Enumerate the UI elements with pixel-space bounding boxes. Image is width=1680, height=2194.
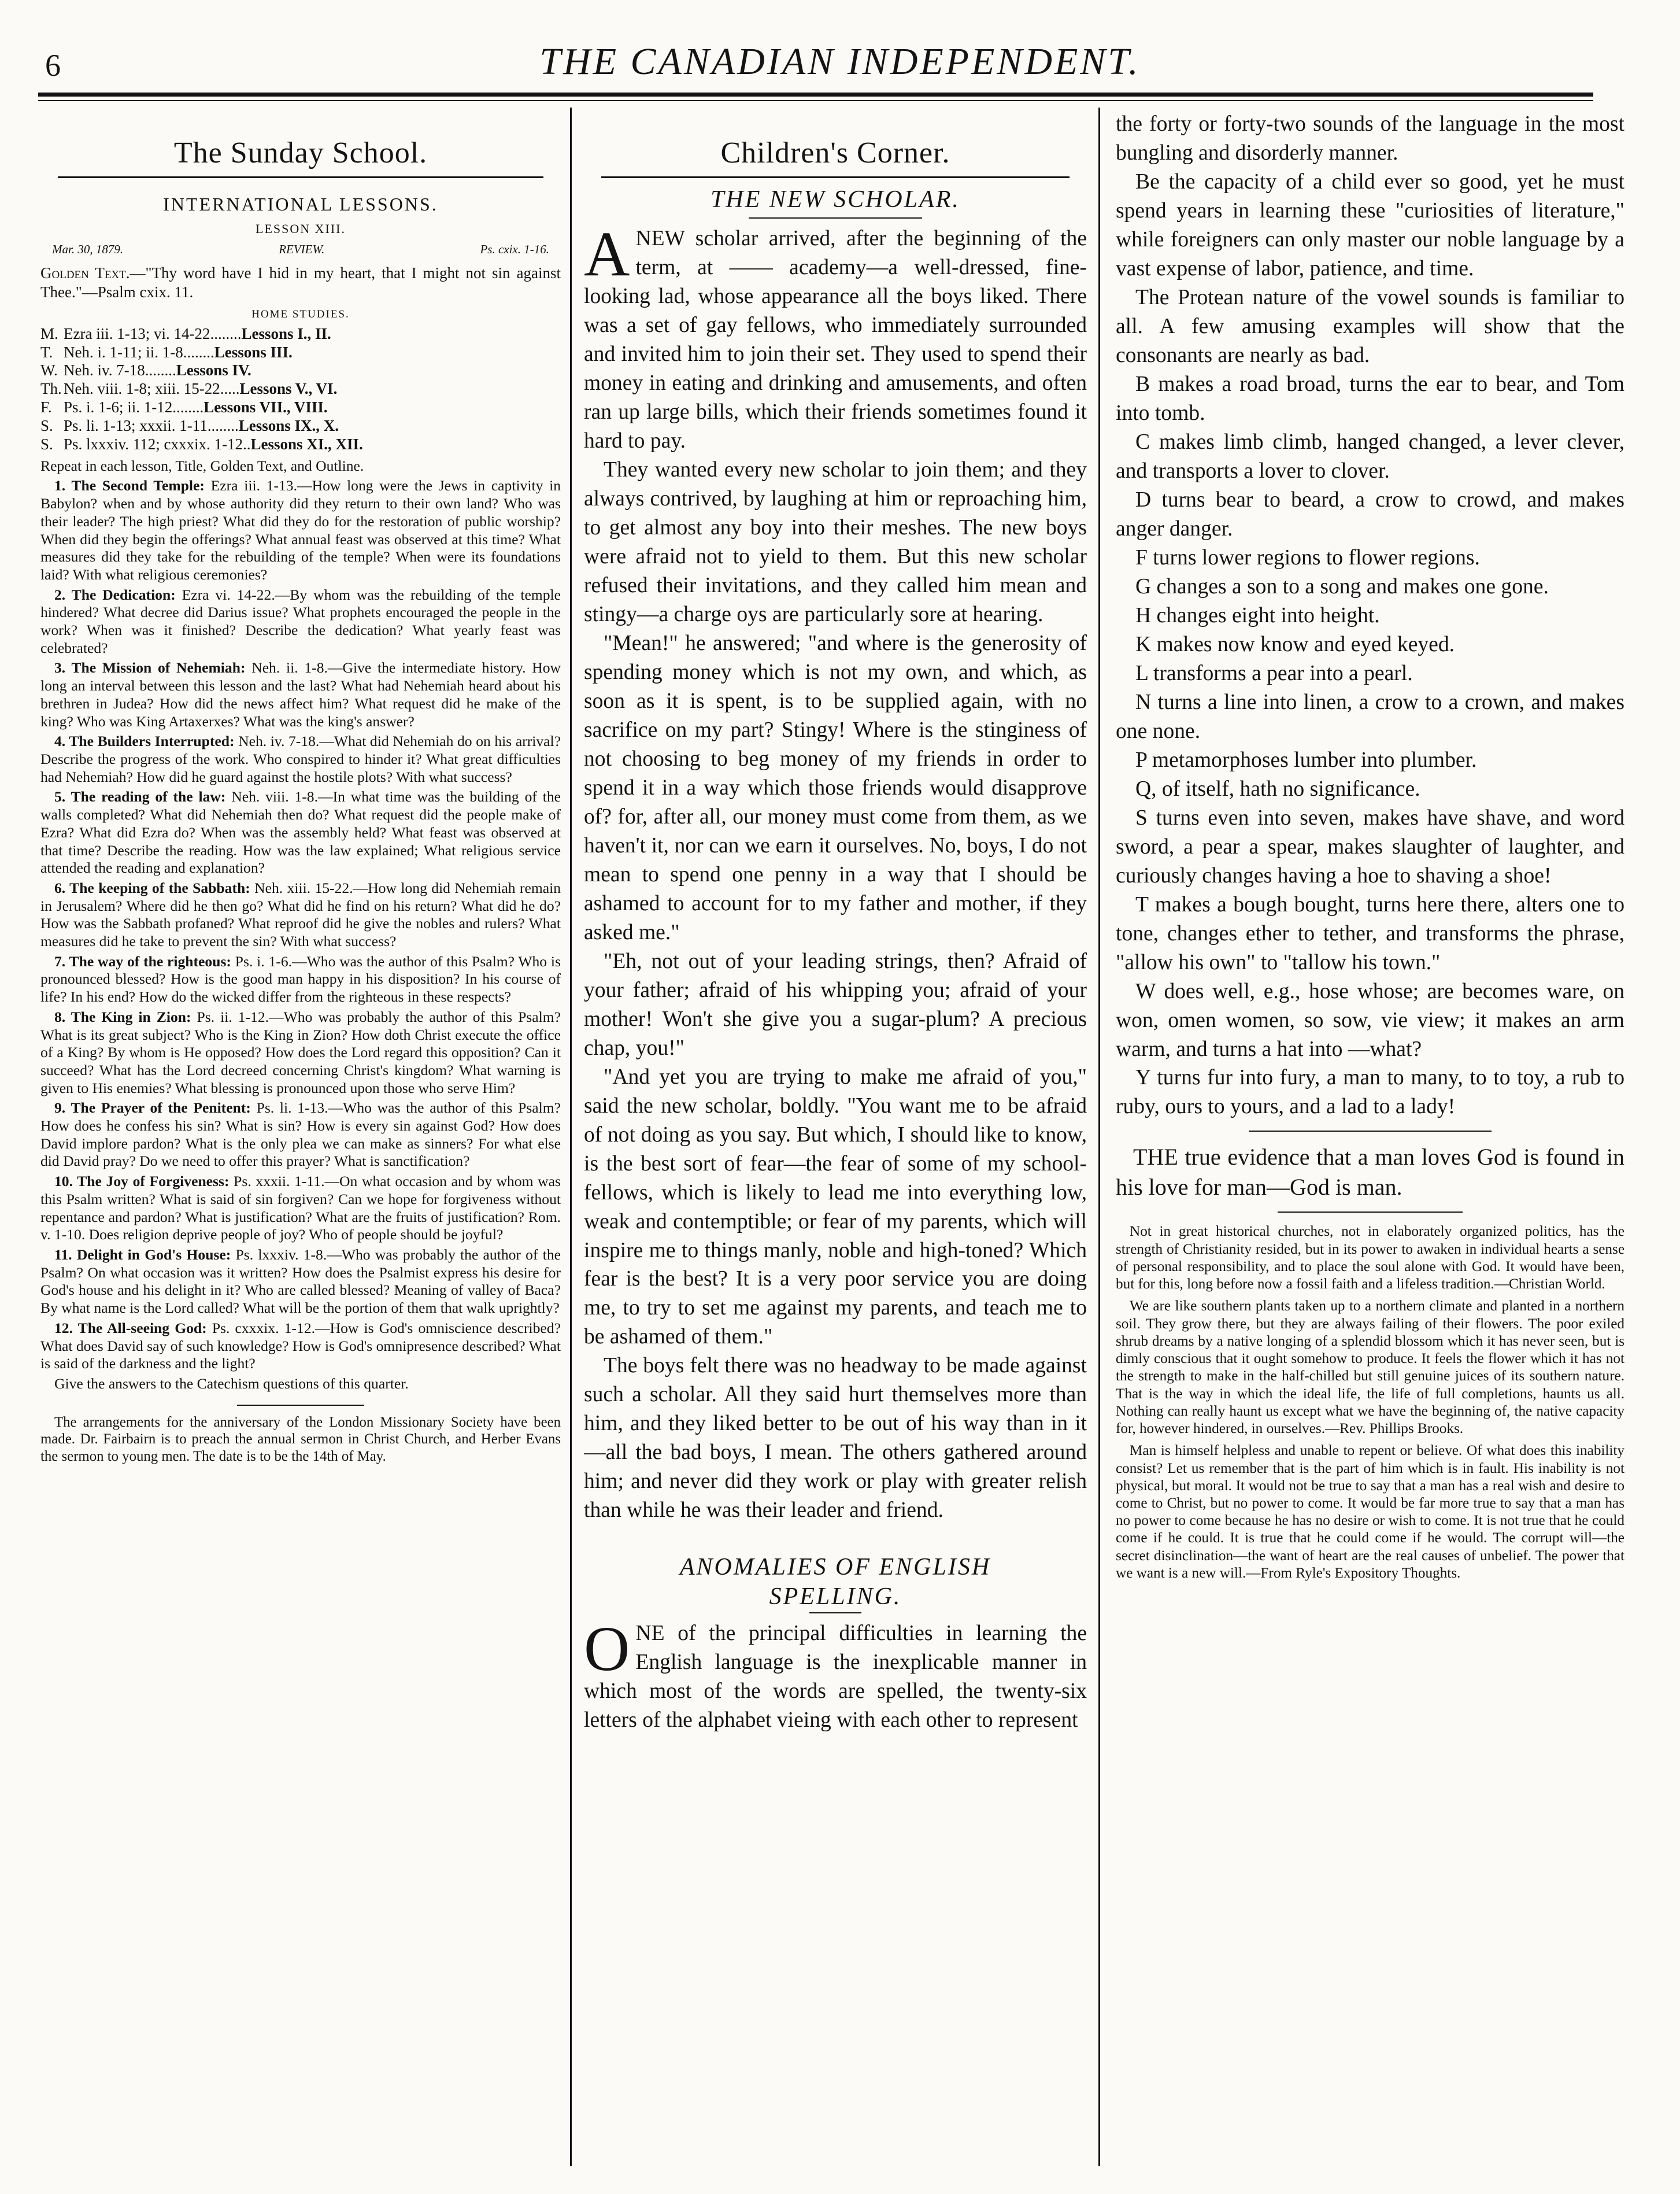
lesson-outline-item: 2. The Dedication: Ezra vi. 14-22.—By whom was the rebuilding of the temple hindered? What decree did Darius issue? What prophets encouraged the people in the work? When was it finished? Describe the dedication? What yearly feast was celebrated? (40, 586, 561, 656)
spelling-example: K makes now know and eyed keyed. (1135, 632, 1455, 656)
masthead-title: THE CANADIAN INDEPENDENT. (539, 40, 1141, 83)
home-study-row: T. Neh. i. 1-11; ii. 1-8........Lessons III. (40, 343, 293, 361)
story-paragraph: "Eh, not out of your leading strings, then? Afraid of your father; afraid of his whipping you; afraid of your mother! Won't she give you a sugar-plum? A precious chap, you!" (584, 949, 1087, 1060)
evidence-paragraph: THE true evidence that a man loves God is found in his love for man—God is man. (1116, 1144, 1625, 1201)
anomalies-paragraph: ONE of the principal difficulties in learning the English language is the inexplicable manner in which most of the words are spelled, the twenty-six letters of the alphabet vieing with each other to represent (584, 1613, 1087, 1733)
lesson-review: REVIEW. (279, 242, 325, 256)
lesson-outline-item: 12. The All-seeing God: Ps. cxxxix. 1-12.—How is God's omniscience described? What does David say of such knowledge? How is God's omnipresence described? What is said of the darkness and the light? (40, 1319, 561, 1372)
home-studies-list (40, 325, 561, 454)
lesson-outline-item: 5. The reading of the law: Neh. viii. 1-8.—In what time was the building of the walls completed? What did Nehemiah then do? What request did the people make of Ezra? What did Ezra do? When was the assembly held? What feast was observed at that time? Describe the reading. How was the law explained; What religious service attended the reading and explanation? (40, 788, 561, 877)
lesson-outline-item: 4. The Builders Interrupted: Neh. iv. 7-18.—What did Nehemiah do on his arrival? Describe the progress of the work. Who conspired to hinder it? What great difficulties had Nehemiah? How did he guard against the hostile plots? With what success? (40, 733, 561, 785)
golden-text (40, 264, 561, 301)
spelling-example: F turns lower regions to flower regions. (1135, 545, 1480, 570)
spelling-example: C makes limb climb, hanged changed, a lever clever, and transports a lover to clover. (1116, 430, 1625, 483)
spelling-example: Q, of itself, hath no significance. (1135, 777, 1420, 801)
anomalies-paragraph: Be the capacity of a child ever so good, yet he must spend years in learning these "curiosities of literature," while foreigners can only master our noble language by a vast expense of labor, patience, and time. (1116, 169, 1625, 280)
lesson-outline-item: 1. The Second Temple: Ezra iii. 1-13.—How long were the Jews in captivity in Babylon? when and by whose authority did they return to their own land? Who was their leader? The high priest? What did they do for the restoration of public worship? When did they begin the offerings? What annual feast was observed at this time? What measures did they take for the rebuilding of the temple? When were its foundations laid? With what religious ceremonies? (40, 477, 561, 583)
column-childrens-corner (584, 110, 1087, 2169)
quotation-note: We are like southern plants taken up to a northern climate and planted in a northern soil. They grow there, but they are always failing of their flowers. The poor exiled shrub dreams by a native longing of a splendid blossom which it has never seen, but is dimly conscious that it ought somehow to produce. It feels the flower which it has not the strength to make in the half-chilled but still genuine juices of its southern nature. That is the way in which the ideal life, the life of full completions, haunts us all. Nothing can really haunt us except what we have the beginning of, the native capacity for, however hindered, in ourselves.—Rev. Phillips Brooks. (1116, 1298, 1625, 1437)
quotation-note: Man is himself helpless and unable to repent or believe. Of what does this inability consist? Let us remember that is the part of him which is in fault. His inability is not physical, but moral. It would not be true to say that a man has a real wish and desire to come to Christ, but no power to come. It would be far more true to say that a man has no power to come because he has no desire or wish to come. It is not true that he could come if he could. It is true that he could come if he would. The corrupt will—the secret disinclination—the want of heart are the real causes of unbelief. The power that we want is a new will.—From Ryle's Expository Thoughts. (1116, 1443, 1625, 1581)
spelling-example: G changes a son to a song and makes one gone. (1135, 574, 1549, 599)
masthead-rule (38, 93, 1593, 97)
lesson-outline-list (40, 477, 561, 1372)
column-divider-2 (1098, 108, 1100, 2166)
home-study-row: S. Ps. li. 1-13; xxxii. 1-11........Lessons IX., X. (40, 417, 339, 435)
spelling-example: L transforms a pear into a pearl. (1135, 661, 1413, 685)
lesson-outline-item: 7. The way of the righteous: Ps. i. 1-6.—Who was the author of this Psalm? Who is pronounced blessed? How is the good man happy in his disposition? In his course of life? In his end? How do the wicked differ from the righteous in these respects? (40, 952, 561, 1006)
anomalies-paragraph: The Protean nature of the vowel sounds is familiar to all. A few amusing examples will show that the consonants are nearly as bad. (1116, 285, 1625, 367)
page-number: 6 (45, 48, 61, 83)
international-lessons-heading: INTERNATIONAL LESSONS. (163, 194, 438, 215)
golden-text-label: Golden Text. (40, 264, 130, 282)
spelling-example: D turns bear to beard, a crow to crowd, and makes anger danger. (1116, 487, 1625, 541)
story-paragraph: "Mean!" he answered; "and where is the generosity of spending money which is not my own, and which, as soon as it is spent, is to be supplied again, with no sacrifice on my part? Stingy! Where is the stinginess of not choosing to beg money of my friends in order to spend it in a way which those friends would disapprove of? for, after all, our money must come from them, as we haven't it, nor can we earn it ourselves. No, boys, I do not mean to spend one penny in a way that I should be ashamed to account for to my father and mother, if they asked me." (584, 631, 1087, 944)
home-study-row: F. Ps. i. 1-6; ii. 1-12........Lessons VII., VIII. (40, 398, 328, 416)
story-paragraph: The boys felt there was no headway to be made against such a scholar. All they said hurt themselves more than him, and they liked better to be out of his way than in it—all the bad boys, I mean. The others gathered around him; and never did they work or play with greater relish than while he was their leader and friend. (584, 1354, 1087, 1523)
section-heading-childrens-corner: Children's Corner. (720, 136, 950, 169)
divider-rule (1278, 1211, 1463, 1213)
story-paragraph: A NEW scholar arrived, after the beginning of the term, at —— academy—a well-dressed, fine-looking lad, whose appearance all the boys liked. There was a set of gay fellows, who immediately surrounded and invited him to join their set. They used to spend their money in eating and drinking and amusements, and often ran up large bills, which their friends sometimes found it hard to pay. (584, 219, 1087, 453)
drop-cap: A (584, 219, 630, 290)
lesson-meta (52, 242, 549, 257)
lesson-date: Mar. 30, 1879. (52, 242, 124, 256)
lesson-outline-item: 6. The keeping of the Sabbath: Neh. xiii. 15-22.—How long did Nehemiah remain in Jerusalem? Where did he then go? What did he find on his return? What did he do? How was the Sabbath profaned? What reproof did he give the nobles and rulers? What measures did he take to prevent the sin? With what success? (40, 879, 561, 950)
divider-rule (237, 1405, 364, 1406)
home-study-row: Th. Neh. viii. 1-8; xiii. 15-22.....Lessons V., VI. (40, 380, 338, 398)
home-study-row: M. Ezra iii. 1-13; vi. 14-22........Lessons I., II. (40, 324, 331, 342)
lesson-outline-item: 8. The King in Zion: Ps. ii. 1-12.—Who was probably the author of this Psalm? What is its great subject? Who is the King in Zion? How doth Christ execute the office of a King? By whom is He opposed? How does the Lord regard this opposition? Can it succeed? What has the Lord decreed concerning Christ's kingdom? What warning is given to His enemies? What blessing is pronounced upon those who serve Him? (40, 1008, 561, 1096)
home-study-row: S. Ps. lxxxiv. 112; cxxxix. 1-12..Lessons XI., XII. (40, 435, 363, 453)
home-study-row: W. Neh. iv. 7-18........Lessons IV. (40, 361, 251, 379)
column-divider-1 (570, 108, 572, 2166)
spelling-example: W does well, e.g., hose whose; are becomes ware, on won, omen women, so sow, vie view; it makes an arm warm, and turns a hat into —what? (1116, 979, 1625, 1061)
spelling-example: Y turns fur into fury, a man to many, to to toy, a rub to ruby, ours to yours, and a lad to a lady! (1116, 1066, 1625, 1119)
spelling-example: P metamorphoses lumber into plumber. (1135, 748, 1477, 772)
lesson-number: LESSON XIII. (256, 221, 346, 236)
drop-cap: O (584, 1613, 630, 1685)
spelling-example: S turns even into seven, makes have shave, and word sword, a pear a spear, makes slaughter of laughter, and curiously changes having a hoe to shaving a shoe! (1116, 806, 1625, 888)
spelling-example: B makes a road broad, turns the ear to bear, and Tom into tomb. (1116, 372, 1625, 425)
lesson-outline-item: 11. Delight in God's House: Ps. lxxxiv. 1-8.—Who was probably the author of the Psalm? On what occasion was it written? How does the Psalmist express his desire for God's house and his delight in it? Who are called blessed? Meaning of valley of Baca? By what name is the Lord called? What will be the portion of them that walk uprightly? (40, 1246, 561, 1317)
story-title-rule (749, 217, 922, 219)
anomalies-title: ANOMALIES OF ENGLISH SPELLING. (679, 1554, 991, 1610)
catechism-instruction: Give the answers to the Catechism questions of this quarter. (54, 1375, 409, 1392)
quotation-note: Not in great historical churches, not in elaborately organized politics, has the strength of Christianity resided, but in its power to awaken in individual hearts a sense of personal responsibility, and to place the soul alone with God. It would have been, but for this, long before now a fossil faith and a lifeless tradition.—Christian World. (1116, 1224, 1625, 1292)
lesson-outline-item: 3. The Mission of Nehemiah: Neh. ii. 1-8.—Give the intermediate history. How long an interval between this lesson and the last? What had Nehemiah heard about his brethren in Judea? How did the news affect him? What request did he make of the king? Who was King Artaxerxes? What was the king's answer? (40, 659, 561, 730)
lesson-outline-item: 9. The Prayer of the Penitent: Ps. li. 1-13.—Who was the author of this Psalm? How does he confess his sin? What is sin? How is every sin against God? How does David implore pardon? What is the only plea we can make as sinners? For what else did David pray? Do we need to offer this prayer? What is sanctification? (40, 1099, 561, 1170)
spelling-example: T makes a bough bought, turns here there, alters one to tone, changes ether to tether, and transforms the phrase, "allow his own" to "tallow his town." (1116, 892, 1625, 974)
golden-text-body: —"Thy word have I hid in my heart, that I might not sin against Thee."—Psalm cxix. 11. (40, 264, 561, 301)
lesson-psalm-ref: Ps. cxix. 1-16. (480, 242, 549, 256)
repeat-instruction: Repeat in each lesson, Title, Golden Text, and Outline. (40, 457, 364, 474)
story-paragraph: "And yet you are trying to make me afraid of you," said the new scholar, boldly. "You want me to be afraid of not doing as you say. But which, I should like to know, is the best sort of fear—the fear of some of my school-fellows, which is likely to lead me into everything low, weak and contemptible; or fear of my parents, which will inspire me to things manly, noble and high-toned? Which fear is the best? It is a very poor service you are doing me, to try to set me against my parents, and teach me to be ashamed of them." (584, 1065, 1087, 1349)
column-anomalies-continued (1116, 110, 1625, 2169)
missionary-society-announcement: The arrangements for the anniversary of the London Missionary Society have been made. Dr. Fairbairn is to preach the annual sermon in Christ Church, and Herber Evans the sermon to young men. The date is to be the 14th of May. (40, 1414, 561, 1465)
anomalies-title-rule (809, 1612, 861, 1613)
anomalies-paragraph: the forty or forty-two sounds of the language in the most bungling and disorderly manner. (1116, 112, 1625, 165)
story-title: THE NEW SCHOLAR. (711, 186, 960, 213)
masthead-rule-thin (38, 100, 1593, 101)
divider-rule (1249, 1131, 1492, 1132)
section-heading-rule (601, 176, 1070, 178)
section-heading-rule (58, 176, 543, 178)
story-paragraph: They wanted every new scholar to join them; and they always contrived, by laughing at him or reproaching him, to get almost any boy into their meshes. The new boys were afraid not to yield to them. But this new scholar refused their invitations, and they called him mean and stingy—a charge oys are particularly sore at hearing. (584, 457, 1087, 626)
home-studies-heading: HOME STUDIES. (251, 308, 350, 320)
spelling-example: N turns a line into linen, a crow to a crown, and makes one none. (1116, 690, 1625, 743)
column-sunday-school (40, 110, 561, 2169)
lesson-outline-item: 10. The Joy of Forgiveness: Ps. xxxii. 1-11.—On what occasion and by whom was this Psalm written? What is said of sin forgiven? Can we hope for forgiveness without repentance and pardon? What is justification? What are the fruits of justification? Rom. v. 1-10. Does religion deprive people of joy? Who of people should be joyful? (40, 1173, 561, 1243)
spelling-example: H changes eight into height. (1135, 603, 1380, 627)
section-heading-sunday-school: The Sunday School. (173, 136, 428, 169)
